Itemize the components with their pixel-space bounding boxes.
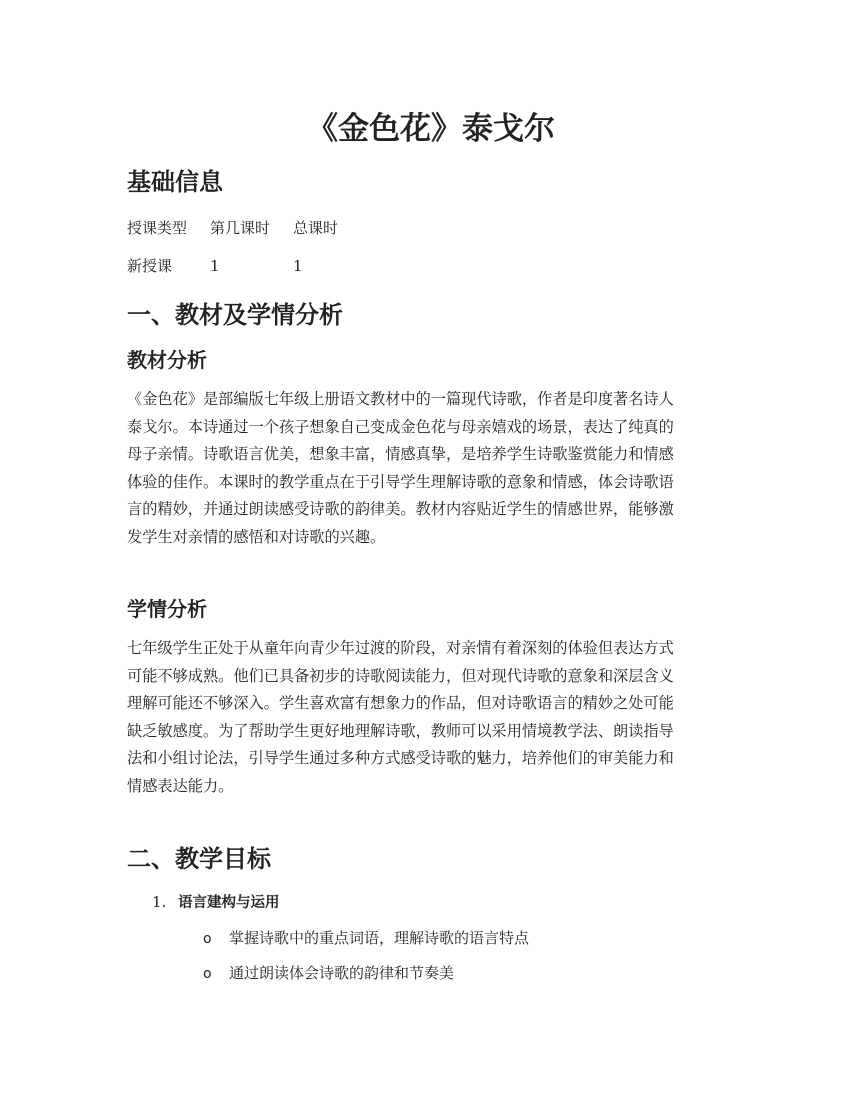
section1-heading: 一、教材及学情分析 (127, 301, 343, 329)
goal-sub-item (203, 962, 454, 985)
paragraph-line: 母子亲情。诗歌语言优美，想象丰富，情感真挚，是培养学生诗歌鉴赏能力和情感 (127, 445, 674, 463)
paragraph-line: 泰戈尔。本诗通过一个孩子想象自己变成金色花与母亲嬉戏的场景，表达了纯真的 (127, 417, 674, 436)
document-title: 《金色花》泰戈尔 (307, 111, 555, 147)
goal-label: 语言建构与运用 (178, 895, 280, 911)
info-value-row (127, 255, 376, 277)
info-value-total: 1 (293, 257, 303, 275)
paragraph-line: 缺乏敏感度。为了帮助学生更好地理解诗歌，教师可以采用情境教学法、朗读指导 (127, 721, 674, 740)
textbook-analysis-heading: 教材分析 (127, 348, 207, 372)
paragraph-line: 发学生对亲情的感悟和对诗歌的兴趣。 (127, 527, 386, 546)
paragraph-line: 法和小组讨论法，引导学生通过多种方式感受诗歌的魅力，培养他们的审美能力和 (127, 749, 674, 767)
info-value-type: 新授课 (127, 257, 173, 275)
paragraph-line: 七年级学生正处于从童年向青少年过渡的阶段，对亲情有着深刻的体验但表达方式 (127, 639, 674, 657)
goal-number: 1. (152, 893, 167, 911)
paragraph-line: 情感表达能力。 (127, 776, 234, 795)
info-header-total: 总课时 (293, 219, 339, 237)
goal-list-item (152, 891, 280, 914)
goal-sub-item-text: 通过朗读体会诗歌的韵律和节奏美 (229, 964, 455, 982)
info-value-lesson: 1 (210, 257, 220, 275)
paragraph-line: 体验的佳作。本课时的教学重点在于引导学生理解诗歌的意象和情感，体会诗歌语 (127, 472, 674, 491)
student-analysis-heading: 学情分析 (127, 597, 207, 621)
goal-sub-item-text: 掌握诗歌中的重点词语，理解诗歌的语言特点 (229, 929, 530, 947)
paragraph-line: 言的精妙，并通过朗读感受诗歌的韵律美。教材内容贴近学生的情感世界，能够激 (127, 500, 674, 518)
circle-bullet-icon: o (203, 966, 212, 982)
goal-sub-item (203, 927, 529, 950)
paragraph-line: 可能不够成熟。他们已具备初步的诗歌阅读能力，但对现代诗歌的意象和深层含义 (127, 666, 674, 685)
textbook-analysis-paragraph (127, 386, 735, 551)
info-header-row (127, 217, 376, 239)
section2-heading: 二、教学目标 (127, 845, 271, 873)
info-header-lesson: 第几课时 (210, 219, 271, 237)
info-header-type: 授课类型 (127, 219, 188, 237)
basic-info-heading: 基础信息 (127, 168, 223, 196)
paragraph-line: 《金色花》是部编版七年级上册语文教材中的一篇现代诗歌，作者是印度著名诗人 (127, 390, 674, 408)
student-analysis-paragraph (127, 635, 735, 800)
paragraph-line: 理解可能还不够深入。学生喜欢富有想象力的作品，但对诗歌语言的精妙之处可能 (127, 694, 674, 712)
circle-bullet-icon: o (203, 931, 212, 947)
